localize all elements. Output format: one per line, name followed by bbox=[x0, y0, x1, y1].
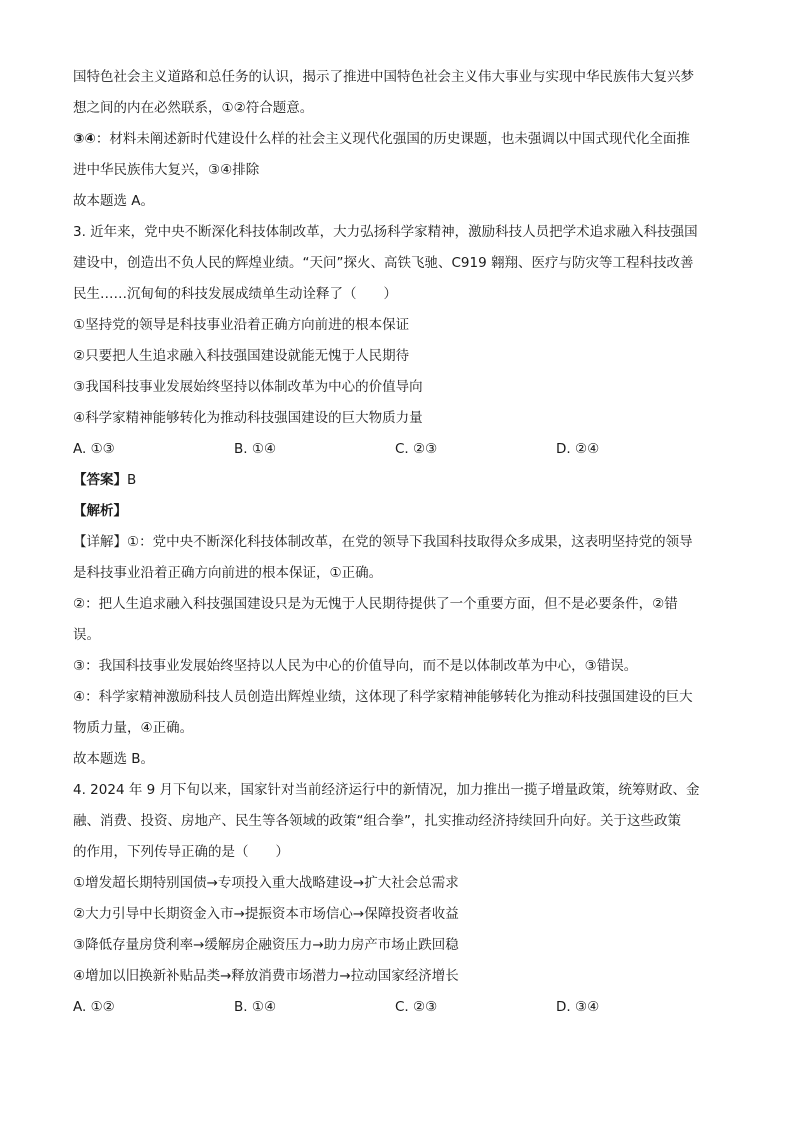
exclusion-text: ：材料未阐述新时代建设什么样的社会主义现代化强国的历史课题，也未强调以中国式现代化全面推 bbox=[95, 131, 690, 147]
question-stem-line: 建设中，创造出不负人民的辉煌业绩。“天问”探火、高铁飞驰、C919 翱翔、医疗与防灾等工程科技改善 bbox=[73, 255, 694, 271]
option-b: B. ①④ bbox=[234, 441, 277, 457]
option-a: A. ①② bbox=[73, 999, 115, 1015]
exclusion-prefix: ③④ bbox=[73, 131, 96, 147]
detail-line: 物质力量，④正确。 bbox=[73, 720, 194, 736]
answer-options bbox=[73, 992, 733, 1023]
answer-tag: 【答案】 bbox=[73, 472, 127, 488]
question-4 bbox=[73, 775, 733, 1023]
statement-4: ④增加以旧换新补贴品类→释放消费市场潜力→拉动国家经济增长 bbox=[73, 968, 459, 984]
statement-4: ④科学家精神能够转化为推动科技强国建设的巨大物质力量 bbox=[73, 410, 423, 426]
conclusion-line: 故本题选 A。 bbox=[73, 193, 155, 209]
analysis-tag: 【解析】 bbox=[73, 503, 127, 519]
question-2-analysis-tail bbox=[73, 62, 733, 217]
detail-line: ②：把人生追求融入科技强国建设只是为无愧于人民期待提供了一个重要方面，但不是必要条件，②错 bbox=[73, 596, 678, 612]
paragraph-line: 国特色社会主义道路和总任务的认识，揭示了推进中国特色社会主义伟大事业与实现中华民族伟大复兴梦 bbox=[73, 69, 694, 85]
option-c: C. ②③ bbox=[395, 999, 438, 1015]
question-stem-line: 3. 近年来，党中央不断深化科技体制改革，大力弘扬科学家精神，激励科技人员把学术追求融入科技强国 bbox=[73, 224, 698, 240]
statement-1: ①增发超长期特别国债→专项投入重大战略建设→扩大社会总需求 bbox=[73, 875, 459, 891]
document-page bbox=[73, 62, 733, 1023]
question-stem-line: 的作用，下列传导正确的是（ ） bbox=[73, 844, 289, 860]
statement-2: ②大力引导中长期资金入市→提振资本市场信心→保障投资者收益 bbox=[73, 906, 459, 922]
statement-3: ③降低存量房贷利率→缓解房企融资压力→助力房产市场止跌回稳 bbox=[73, 937, 459, 953]
answer-options bbox=[73, 434, 733, 465]
option-c: C. ②③ bbox=[395, 441, 438, 457]
exclusion-line bbox=[73, 124, 733, 155]
statement-3: ③我国科技事业发展始终坚持以体制改革为中心的价值导向 bbox=[73, 379, 423, 395]
detail-line: 【详解】①：党中央不断深化科技体制改革，在党的领导下我国科技取得众多成果，这表明坚持党的领导 bbox=[73, 534, 693, 550]
detail-line: ④：科学家精神激励科技人员创造出辉煌业绩，这体现了科学家精神能够转化为推动科技强国建设的巨大 bbox=[73, 689, 693, 705]
detail-line: 是科技事业沿着正确方向前进的根本保证，①正确。 bbox=[73, 565, 383, 581]
detail-line: 误。 bbox=[73, 627, 100, 643]
option-b: B. ①④ bbox=[234, 999, 277, 1015]
option-d: D. ②④ bbox=[556, 441, 600, 457]
answer-line bbox=[73, 465, 733, 496]
option-d: D. ③④ bbox=[556, 999, 600, 1015]
statement-2: ②只要把人生追求融入科技强国建设就能无愧于人民期待 bbox=[73, 348, 410, 364]
question-stem-line: 民生……沉甸甸的科技发展成绩单生动诠释了（ ） bbox=[73, 286, 397, 302]
option-a: A. ①③ bbox=[73, 441, 115, 457]
question-stem-line: 4. 2024 年 9 月下旬以来，国家针对当前经济运行中的新情况，加力推出一揽子增量政策，统筹财政、金 bbox=[73, 782, 700, 798]
question-stem-line: 融、消费、投资、房地产、民生等各领域的政策“组合拳”，扎实推动经济持续回升向好。关于这些政策 bbox=[73, 813, 681, 829]
question-3 bbox=[73, 217, 733, 775]
paragraph-line: 想之间的内在必然联系，①②符合题意。 bbox=[73, 100, 314, 116]
statement-1: ①坚持党的领导是科技事业沿着正确方向前进的根本保证 bbox=[73, 317, 410, 333]
paragraph-line: 进中华民族伟大复兴，③④排除 bbox=[73, 162, 260, 178]
answer-value: B bbox=[127, 472, 137, 488]
detail-line: ③：我国科技事业发展始终坚持以人民为中心的价值导向，而不是以体制改革为中心，③错误。 bbox=[73, 658, 638, 674]
conclusion-line: 故本题选 B。 bbox=[73, 751, 155, 767]
